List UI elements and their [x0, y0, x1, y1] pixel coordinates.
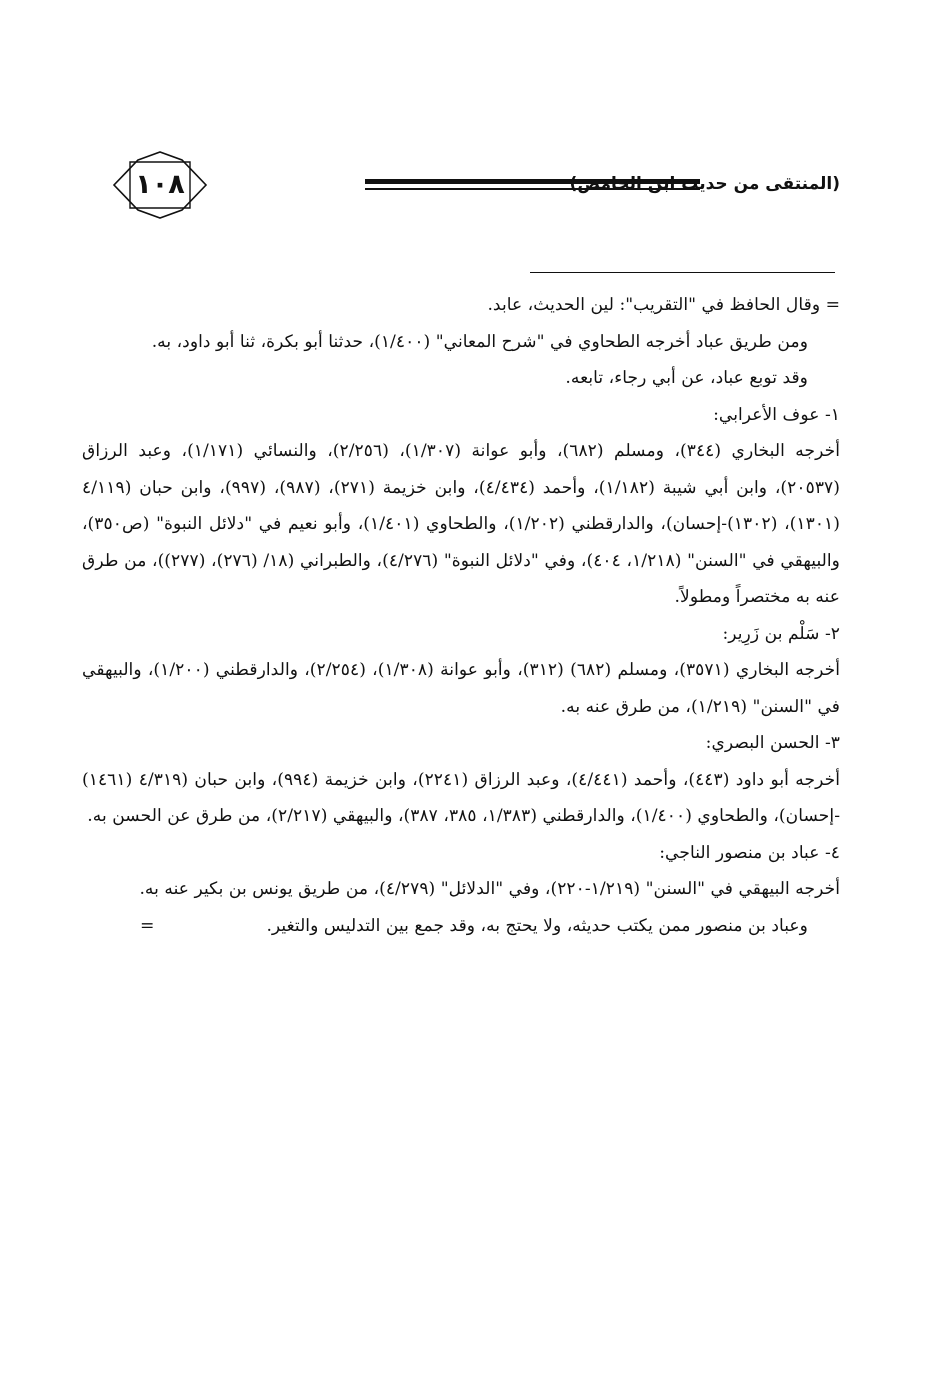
footnote-line: وقد توبع عباد، عن أبي رجاء، تابعه. — [565, 368, 808, 388]
footnote-paragraph: أخرجه البخاري (٣٥٧١)، ومسلم (٦٨٢) (٣١٢)، وأبو عوانة (١/٣٠٨)، (٢/٢٥٤)، والدارقطني (١/٢٠٠)، والبيهقي في "السنن" (١/٢١٩)، من طرق عنه به. — [82, 660, 841, 717]
footnote-paragraph: أخرجه البيهقي في "السنن" (١/٢١٩-٢٢٠)، وفي "الدلائل" (٤/٢٧٩)، من طريق يونس بن بكير عنه به. — [139, 879, 840, 899]
section-heading: ٢- سَلْم بن زَرِير: — [722, 623, 840, 644]
footnote-paragraph: أخرجه البخاري (٣٤٤)، ومسلم (٦٨٢)، وأبو عوانة (١/٣٠٧)، (٢/٢٥٦)، والنسائي (١/١٧١)، وعبد الرزاق (٢٠٥٣٧)، وابن أبي شيبة (١/١٨٢)، وأحمد (٤/٤٣٤)، وابن خزيمة (٢٧١)، (٩٨٧)، (٩٩٧)، وابن حبان (٤/١١٩ (١٣٠١)، (١٣٠٢)-إحسان)، والدارقطني (١/٢٠٢)، والطحاوي (١/٤٠١)، وأبو نعيم في "دلائل النبوة" (ص٣٥٠)، والبيهقي في "السنن" (١/٢١٨، ٤٠٤)، وفي "دلائل النبوة" (٤/٢٧٦)، والطبراني (١٨/ (٢٧٦)، (٢٧٧))، من طرق عنه به مختصراً ومطولاً. — [82, 441, 841, 607]
page-number-badge — [108, 150, 212, 220]
continuation-mark: = — [140, 915, 155, 936]
footnote-last-text: وعباد بن منصور ممن يكتب حديثه، ولا يحتج به، وقد جمع بين التدليس والتغير. — [266, 915, 808, 936]
footnote-paragraph: أخرجه أبو داود (٤٤٣)، وأحمد (٤/٤٤١)، وعبد الرزاق (٢٢٤١)، وابن خزيمة (٩٩٤)، وابن حبان (٤/٣١٩ (١٤٦١) -إحسان)، والطحاوي (١/٤٠٠)، والدارقطني (١/٣٨٣، ٣٨٥، ٣٨٧)، والبيهقي (٢/٢١٧)، من طرق عن الحسن به. — [82, 769, 840, 826]
section-heading: ١- عوف الأعرابي: — [713, 404, 840, 425]
footnote-body — [82, 287, 840, 944]
footnote-line: ومن طريق عباد أخرجه الطحاوي في "شرح المعاني" (١/٤٠٠)، حدثنا أبو بكرة، ثنا أبو داود، به. — [151, 331, 808, 352]
footnote-line: = وقال الحافظ في "التقريب": لين الحديث، عابد. — [487, 295, 840, 315]
section-heading: ٤- عباد بن منصور الناجي: — [659, 842, 840, 863]
page-header — [80, 150, 840, 220]
running-title: (المنتقى من حديث ابن الحامض) — [569, 174, 840, 194]
section-heading: ٣- الحسن البصري: — [705, 733, 840, 753]
page-number: ١٠٨ — [135, 169, 185, 200]
footnote-separator — [530, 272, 835, 273]
footnote-last-line — [82, 908, 840, 945]
